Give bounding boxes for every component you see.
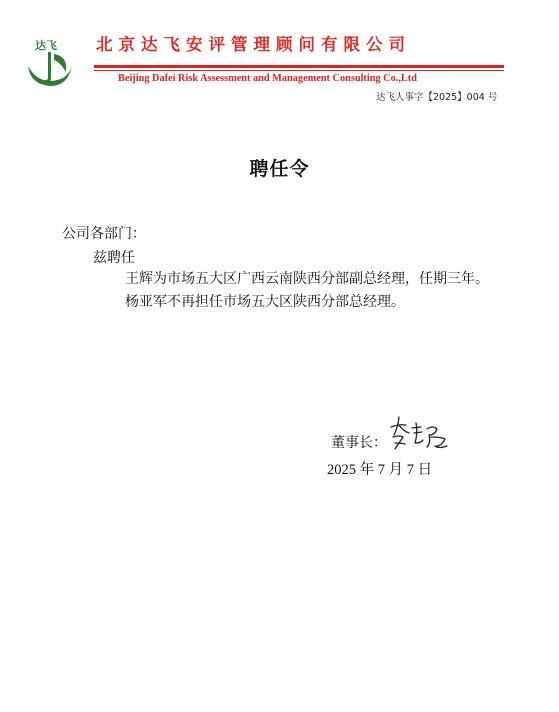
appointment-line-1: 王辉为市场五大区广西云南陕西分部副总经理，任期三年。 [125,271,489,287]
company-name-en: Beijing Dafei Risk Assessment and Management Consulting Co.,Ltd [118,73,417,84]
handwritten-signature [385,413,451,453]
salutation: 公司各部门： [62,226,146,242]
signer-title: 董事长： [331,435,387,451]
document-title: 聘任令 [249,158,310,180]
document-date: 2025 年 7 月 7 日 [327,462,433,478]
header-rule-thin [94,70,504,71]
header-rule-thick [94,65,504,68]
company-logo [24,36,76,88]
appointment-line-2: 杨亚军不再担任市场五大区陕西分部总经理。 [125,294,405,310]
document-number: 达飞人事字【2025】004 号 [376,92,498,103]
svg-text:达飞: 达飞 [35,39,57,52]
company-name-cn: 北京达飞安评管理顾问有限公司 [96,35,411,54]
intro-text: 兹聘任 [93,250,135,266]
